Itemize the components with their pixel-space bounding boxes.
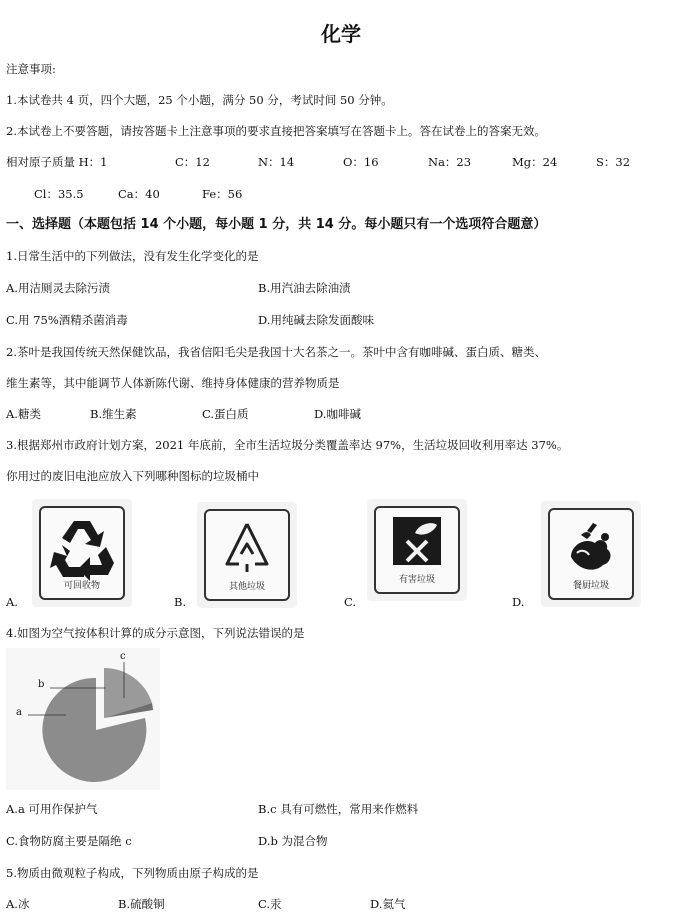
air-pie-chart <box>6 648 160 790</box>
q3-stem-line1: 3.根据郑州市政府计划方案，2021 年底前，全市生活垃圾分类覆盖率达 97%，生活垃圾回收利用率达 37%。 <box>6 438 569 452</box>
q1-option-b: B.用汽油去除油渍 <box>258 281 351 295</box>
pie-label-c: c <box>120 651 126 662</box>
q4-option-b: B.c 具有可燃性，常用来作燃料 <box>258 802 419 816</box>
mass-cl: Cl：35.5 <box>34 187 84 201</box>
mass-c: C：12 <box>175 155 210 169</box>
q5-option-d: D.氦气 <box>370 897 406 911</box>
mass-fe: Fe：56 <box>202 187 243 201</box>
recyclable-sign <box>32 499 132 607</box>
q2-option-c: C.蛋白质 <box>202 407 249 421</box>
sign-a-caption: 可回收物 <box>63 581 100 591</box>
notice-item-2: 2.本试卷上不要答题，请按答题卡上注意事项的要求直接把答案填写在答题卡上。答在试卷上的答案无效。 <box>6 124 546 138</box>
sign-d-caption: 餐厨垃圾 <box>572 581 609 591</box>
hazardous-waste-sign <box>367 499 467 601</box>
mass-mg: Mg：24 <box>512 155 558 169</box>
mass-n: N：14 <box>258 155 295 169</box>
notice-heading: 注意事项: <box>6 62 56 76</box>
page-title: 化学 <box>321 22 361 46</box>
q2-option-a: A.糖类 <box>6 407 41 421</box>
q3-option-c: C. <box>344 595 357 609</box>
q3-option-b: B. <box>174 595 187 609</box>
other-waste-icon <box>197 502 297 608</box>
q3-option-d: D. <box>512 595 525 609</box>
q5-option-c: C.汞 <box>258 897 282 911</box>
mass-ca: Ca：40 <box>118 187 160 201</box>
mass-h: 相对原子质量 H：1 <box>6 155 108 169</box>
q2-option-b: B.维生素 <box>90 407 137 421</box>
q1-option-d: D.用纯碱去除发面酸味 <box>258 313 374 327</box>
air-composition-diagram <box>6 648 160 790</box>
q2-stem-line1: 2.茶叶是我国传统天然保健饮品，我省信阳毛尖是我国十大名茶之一。茶叶中含有咖啡碱、蛋白质、糖类、 <box>6 345 546 359</box>
kitchen-waste-sign <box>541 501 641 607</box>
sign-b-caption: 其他垃圾 <box>228 582 265 592</box>
q4-option-c: C.食物防腐主要是隔绝 c <box>6 834 132 848</box>
other-waste-sign <box>197 502 297 608</box>
section-heading: 一、选择题（本题包括 14 个小题，每小题 1 分，共 14 分。每小题只有一个选项符合题意） <box>6 217 547 232</box>
q3-stem-line2: 你用过的废旧电池应放入下列哪种图标的垃圾桶中 <box>6 469 259 483</box>
q5-option-b: B.硫酸铜 <box>118 897 165 911</box>
notice-item-1: 1.本试卷共 4 页，四个大题，25 个小题，满分 50 分，考试时间 50 分钟。 <box>6 93 393 107</box>
q3-option-a: A. <box>6 595 18 609</box>
pie-label-a: a <box>16 707 22 718</box>
q1-option-a: A.用洁厕灵去除污渍 <box>6 281 110 295</box>
q2-option-d: D.咖啡碱 <box>314 407 361 421</box>
sign-c-caption: 有害垃圾 <box>398 575 435 585</box>
q1-stem: 1.日常生活中的下列做法，没有发生化学变化的是 <box>6 249 259 263</box>
kitchen-waste-icon <box>541 501 641 607</box>
mass-na: Na：23 <box>428 155 472 169</box>
q1-option-c: C.用 75%酒精杀菌消毒 <box>6 313 128 327</box>
mass-o: O：16 <box>343 155 379 169</box>
q4-stem: 4.如图为空气按体积计算的成分示意图，下列说法错误的是 <box>6 626 305 640</box>
q2-stem-line2: 维生素等，其中能调节人体新陈代谢、维持身体健康的营养物质是 <box>6 376 340 390</box>
q5-stem: 5.物质由微观粒子构成，下列物质由原子构成的是 <box>6 866 259 880</box>
q4-option-a: A.a 可用作保护气 <box>6 802 98 816</box>
mass-s: S：32 <box>596 155 631 169</box>
q4-option-d: D.b 为混合物 <box>258 834 328 848</box>
q5-option-a: A.冰 <box>6 897 30 911</box>
hazardous-waste-icon <box>367 499 467 601</box>
pie-label-b: b <box>38 679 45 690</box>
